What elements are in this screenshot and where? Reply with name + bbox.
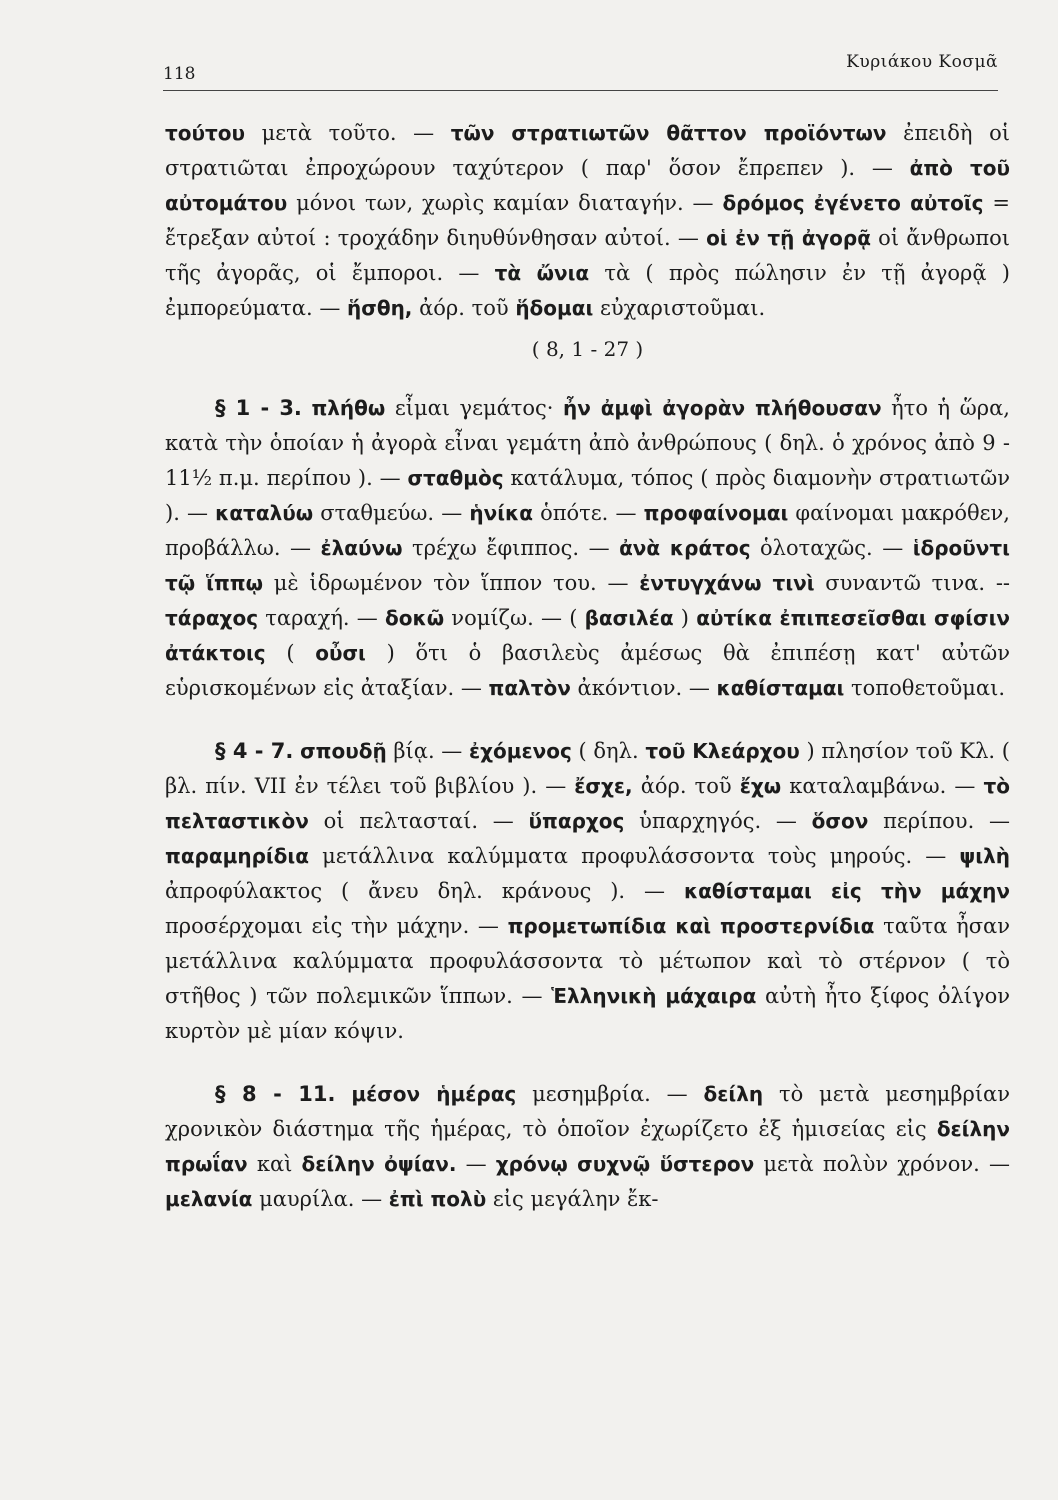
gloss-text: νομίζω. — (	[444, 606, 585, 630]
headword: ψιλὴ	[959, 844, 1010, 868]
gloss-text: ταῦτα ἦσαν μετάλλινα καλύμματα προφυλάσσοντα τὸ μέτωπον καὶ τὸ στέρνον ( τὸ στῆθος ) τῶν πολεμικῶν ἵππων. —	[165, 914, 1010, 1008]
headword: ἥσθη,	[347, 296, 413, 320]
headword: οὖσι	[315, 641, 366, 665]
paragraph-glossary-1	[165, 116, 1010, 326]
paragraph-section-8-11	[165, 1077, 1010, 1217]
headword: μελανία	[165, 1187, 253, 1211]
gloss-text: σταθμεύω. —	[313, 501, 470, 525]
headword: σταθμὸς	[407, 466, 504, 490]
headword: ἔχω	[739, 774, 782, 798]
gloss-text: ὁλοταχῶς. —	[750, 536, 913, 560]
gloss-text	[336, 1082, 352, 1106]
headword: τῶν στρατιωτῶν θᾶττον προϊόντων	[450, 121, 887, 145]
gloss-text: μαυρίλα. —	[252, 1187, 389, 1211]
headword: πλήθω	[311, 396, 386, 420]
gloss-text: προσέρχομαι εἰς τὴν μάχην. —	[165, 914, 508, 938]
gloss-text: ἀκόντιον. —	[570, 676, 717, 700]
gloss-text: τὰ ( πρὸς πώλησιν ἐν τῇ ἀγορᾷ ) ἐμπορεύματα. —	[165, 261, 1010, 320]
headword: καθίσταμαι	[716, 676, 845, 700]
paragraph-section-4-7	[165, 734, 1010, 1049]
headword: χρόνῳ συχνῷ ὕστερον	[495, 1152, 755, 1176]
gloss-text: —	[456, 1152, 496, 1176]
gloss-text: ἦτο ἡ ὥρα, κατὰ τὴν ὁποίαν ἡ ἀγορὰ εἶναι γεμάτη ἀπὸ ἀνθρώπους ( δηλ. ὁ χρόνος ἀπὸ 9 - 11½ π.μ. περίπου ). —	[165, 396, 1010, 490]
gloss-text: μετάλλινα καλύμματα προφυλάσσοντα τοὺς μηρούς. —	[308, 844, 960, 868]
gloss-text: μετὰ τοῦτο. —	[245, 121, 451, 145]
gloss-text: οἱ ἄνθρωποι τῆς ἀγορᾶς, οἱ ἔμποροι. —	[165, 226, 1010, 285]
headword: καταλύω	[215, 501, 314, 525]
headword: ἡνίκα	[469, 501, 533, 525]
gloss-text: μεσημβρία. —	[516, 1082, 704, 1106]
headword: παλτὸν	[488, 676, 571, 700]
gloss-text: ταραχή. —	[258, 606, 386, 630]
gloss-text: αὐτὴ ἦτο ξίφος ὀλίγον κυρτὸν μὲ μίαν κόψιν.	[165, 984, 1010, 1043]
headword: Ἑλληνικὴ μάχαιρα	[551, 984, 757, 1008]
headword: τάραχος	[165, 606, 259, 630]
headword: δείλην ὀψίαν.	[301, 1152, 457, 1176]
gloss-text: τρέχω ἔφιππος. —	[402, 536, 620, 560]
gloss-text: φαίνομαι μακρόθεν, προβάλλω. —	[165, 501, 1010, 560]
gloss-text: περίπου. —	[868, 809, 1010, 833]
headword: δείλην πρωΐαν	[165, 1117, 1010, 1176]
headword: ἱδροῦντι τῷ ἵππῳ	[165, 536, 1010, 595]
headword: δρόμος ἐγένετο αὐτοῖς	[722, 191, 984, 215]
gloss-text: ἀπροφύλακτος ( ἄνευ δηλ. κράνους ). —	[165, 879, 684, 903]
headword: ὕπαρχος	[528, 809, 625, 833]
gloss-text: μετὰ πολὺν χρόνον. —	[754, 1152, 1010, 1176]
gloss-text: κατάλυμα, τόπος ( πρὸς διαμονὴν στρατιωτῶν ). —	[165, 466, 1010, 525]
headword: ἐντυγχάνω τινὶ	[639, 571, 815, 595]
gloss-text: συναντῶ τινα. --	[814, 571, 1011, 595]
gloss-text: ἀόρ. τοῦ	[632, 774, 740, 798]
gloss-text: βίᾳ. —	[386, 739, 469, 763]
gloss-text: ἐπειδὴ οἱ στρατιῶται ἐπροχώρουν ταχύτερον ( παρ' ὅσον ἔπρεπεν ). —	[165, 121, 1011, 180]
page-header	[163, 50, 998, 91]
headword: ἦν ἀμφὶ ἀγορὰν πλήθουσαν	[563, 396, 882, 420]
headword: βασιλέα	[584, 606, 674, 630]
headword: δείλη	[703, 1082, 764, 1106]
section-mark: § 1 - 3.	[215, 396, 302, 420]
headword: προφαίνομαι	[643, 501, 789, 525]
paragraph-section-1-3	[165, 391, 1010, 706]
headword: ἀπὸ τοῦ αὐτομάτου	[165, 156, 1010, 215]
headword: σπουδῇ	[300, 739, 387, 763]
gloss-text: οἱ πελτασταί. —	[308, 809, 529, 833]
gloss-text: ἀόρ. τοῦ	[412, 296, 516, 320]
gloss-text: ) πλησίον τοῦ Κλ. ( βλ. πίν. VII ἐν τέλει τοῦ βιβλίου ). —	[165, 739, 1010, 798]
gloss-text: (	[265, 641, 316, 665]
gloss-text: τοποθετοῦμαι.	[844, 676, 1006, 700]
body-text	[165, 116, 1010, 1217]
gloss-text: καταλαμβάνω. —	[781, 774, 984, 798]
gloss-text: μόνοι των, χωρὶς καμίαν διαταγήν. —	[287, 191, 723, 215]
headword: προμετωπίδια καὶ προστερνίδια	[507, 914, 875, 938]
gloss-text: ) ὅτι ὁ βασιλεὺς ἀμέσως θὰ ἐπιπέσῃ κατ' αὐτῶν εὑρισκομένων εἰς ἀταξίαν. —	[165, 641, 1011, 700]
section-mark: § 8 - 11.	[215, 1082, 336, 1106]
headword: μέσον ἡμέρας	[351, 1082, 517, 1106]
gloss-text: )	[673, 606, 697, 630]
headword: τοῦ Κλεάρχου	[645, 739, 800, 763]
headword: ἐπὶ πολὺ	[388, 1187, 487, 1211]
section-mark: § 4 - 7.	[215, 739, 294, 763]
headword: ἔσχε,	[574, 774, 633, 798]
gloss-text: μὲ ἱδρωμένον τὸν ἵππον του. —	[263, 571, 640, 595]
headword: τὰ ὤνια	[494, 261, 590, 285]
headword: παραμηρίδια	[165, 844, 309, 868]
gloss-text: τὸ μετὰ μεσημβρίαν χρονικὸν διάστημα τῆς ἡμέρας, τὸ ὁποῖον ἐχωρίζετο ἐξ ἡμισείας εἰς	[165, 1082, 1010, 1141]
headword: ἀνὰ κράτος	[619, 536, 751, 560]
page-number: 118	[163, 64, 196, 84]
gloss-text: εἰς μεγάλην ἔκ-	[486, 1187, 659, 1211]
gloss-text: εὐχαριστοῦμαι.	[593, 296, 766, 320]
headword: αὐτίκα ἐπιπεσεῖσθαι σφίσιν ἀτάκτοις	[165, 606, 1011, 665]
headword: τούτου	[165, 121, 246, 145]
gloss-text: εἶμαι γεμάτος·	[385, 396, 564, 420]
headword: δοκῶ	[385, 606, 445, 630]
headword: ἐχόμενος	[469, 739, 572, 763]
gloss-text: = ἔτρεξαν αὐτοί : τροχάδην διηυθύνθησαν αὐτοί. —	[165, 191, 1010, 250]
headword: οἱ ἐν τῇ ἀγορᾷ	[706, 226, 871, 250]
section-reference: ( 8, 1 - 27 )	[531, 337, 644, 361]
headword: ἥδομαι	[515, 296, 594, 320]
headword: ὅσον	[811, 809, 869, 833]
headword: τὸ πελταστικὸν	[165, 774, 1010, 833]
gloss-text: ( δηλ.	[571, 739, 646, 763]
gloss-text: ὁπότε. —	[532, 501, 644, 525]
headword: ἐλαύνω	[320, 536, 403, 560]
gloss-text: ὑπαρχηγός. —	[624, 809, 812, 833]
headword: καθίσταμαι εἰς τὴν μάχην	[683, 879, 1011, 903]
gloss-text: καὶ	[247, 1152, 302, 1176]
running-head: Κυριάκου Κοσμᾶ	[846, 52, 998, 72]
